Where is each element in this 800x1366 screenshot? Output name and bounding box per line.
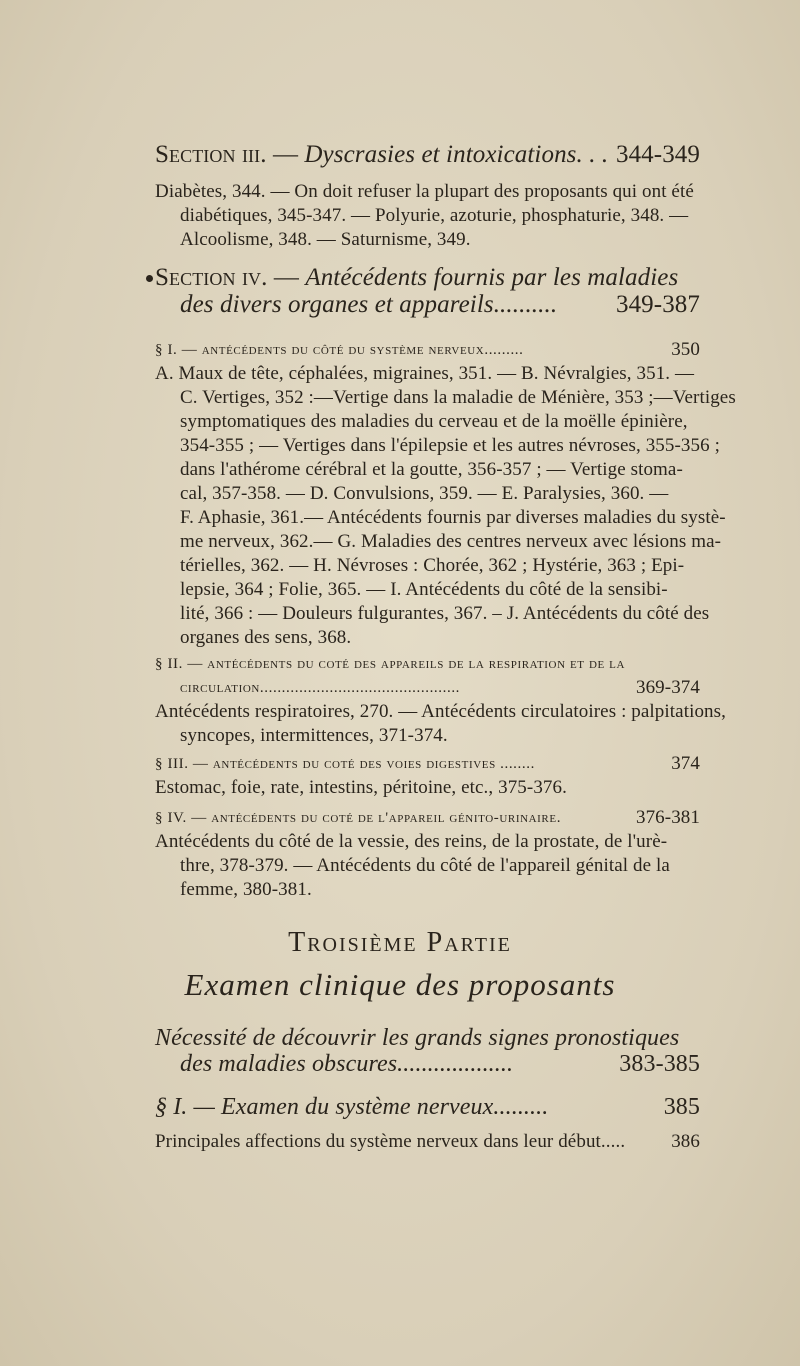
principal-affections-line (155, 1130, 700, 1154)
section-4-pages: 349-387 (615, 291, 700, 318)
part-3-subtitle: Examen clinique des proposants (184, 967, 616, 1002)
part-3-sub-1-heading (155, 1093, 700, 1121)
section-4-heading-line-1 (155, 263, 678, 293)
subsection-2-line-1: Antécédents respiratoires, 270. — Antécédents circulatoires : palpitations, (155, 701, 726, 722)
section-3-heading-line (155, 140, 700, 170)
principal-affections-text: Principales affections du système nerveux dans leur début..... (155, 1131, 626, 1152)
subsection-3-page: 374 (671, 753, 700, 774)
subsection-1-line-7: F. Aphasie, 361.— Antécédents fournis par diverses maladies du systè- (180, 507, 726, 528)
subsection-1-line-9: térielles, 362. — H. Névroses : Chorée, 362 ; Hystérie, 363 ; Epi- (180, 555, 685, 576)
subsection-2-pages: 369-374 (635, 677, 700, 698)
subsection-1-line-10: lepsie, 364 ; Folie, 365. — I. Antécédents du côté de la sensibi- (180, 579, 668, 600)
subsection-1-title: § I. — antécédents du côté du système nerveux......... (155, 342, 524, 358)
section-4-dash: — (273, 264, 299, 291)
subsection-4-line-3: femme, 380-381. (180, 879, 312, 900)
subsection-2-heading-line-2 (180, 676, 700, 700)
subsection-1-line-4: 354-355 ; — Vertiges dans l'épilepsie et les autres névroses, 355-356 ; (180, 435, 720, 456)
necessity-title-cont: des maladies obscures................... (180, 1051, 514, 1077)
section-4-heading-line-2 (180, 290, 700, 320)
subsection-2-title-cont: circulation.............................................. (180, 680, 461, 696)
subsection-1-line-1: A. Maux de tête, céphalées, migraines, 351. — B. Névralgies, 351. — (155, 363, 695, 384)
section-3-title: Dyscrasies et intoxications. . . (304, 141, 609, 168)
necessity-pages: 383-385 (619, 1051, 700, 1077)
section-3-dash: — (272, 141, 299, 168)
subsection-4-pages: 376-381 (635, 807, 700, 828)
necessity-line-2 (180, 1050, 700, 1078)
section-4-title-1: Antécédents fournis par les maladies (305, 264, 679, 291)
subsection-4-title: § IV. — antécédents du coté de l'appareil génito-urinaire. (155, 810, 562, 826)
subsection-3-heading (155, 752, 700, 776)
subsection-1-line-2: C. Vertiges, 352 :—Vertige dans la maladie de Ménière, 353 ;—Vertiges (180, 387, 736, 408)
subsection-4-line-1: Antécédents du côté de la vessie, des reins, de la prostate, de l'urè- (155, 831, 668, 852)
part-3-sub-1-title: § I. — Examen du système nerveux......... (155, 1094, 549, 1120)
section-3-pages: 344-349 (615, 141, 700, 168)
subsection-1-line-3: symptomatiques des maladies du cerveau et de la moëlle épinière, (180, 411, 688, 432)
subsection-2-line-2: syncopes, intermittences, 371-374. (180, 725, 448, 746)
subsection-1-line-6: cal, 357-358. — D. Convulsions, 359. — E. Paralysies, 360. — (180, 483, 669, 504)
principal-affections-page: 386 (671, 1131, 700, 1152)
subsection-2-heading-line-1: § II. — antécédents du coté des appareils de la respiration et de la (155, 656, 626, 672)
subsection-1-line-12: organes des sens, 368. (180, 627, 352, 648)
section-3-text-line-3: Alcoolisme, 348. — Saturnisme, 349. (180, 229, 471, 250)
ink-dot (146, 275, 153, 282)
subsection-3-title: § III. — antécédents du coté des voies digestives ........ (155, 756, 535, 772)
section-4-title-2: des divers organes et appareils.......... (180, 291, 558, 318)
necessity-line-1: Nécessité de découvrir les grands signes pronostiques (155, 1025, 680, 1051)
section-4-label: Section iv. (155, 264, 268, 291)
subsection-4-line-2: thre, 378-379. — Antécédents du côté de l'appareil génital de la (180, 855, 670, 876)
subsection-1-page: 350 (671, 339, 700, 360)
section-3-text-line-1: Diabètes, 344. — On doit refuser la plupart des proposants qui ont été (155, 181, 694, 202)
subsection-1-line-11: lité, 366 : — Douleurs fulgurantes, 367. – J. Antécédents du côté des (180, 603, 710, 624)
subsection-1-line-8: me nerveux, 362.— G. Maladies des centres nerveux avec lésions ma- (180, 531, 722, 552)
part-3-title: Troisième Partie (288, 927, 512, 958)
subsection-4-heading (155, 806, 700, 830)
section-3-label: Section iii. (155, 141, 267, 168)
subsection-1-line-5: dans l'athérome cérébral et la goutte, 356-357 ; — Vertige stoma- (180, 459, 683, 480)
section-3-text-line-2: diabétiques, 345-347. — Polyurie, azoturie, phosphaturie, 348. — (180, 205, 689, 226)
subsection-1-heading (155, 338, 700, 362)
subsection-3-line-1: Estomac, foie, rate, intestins, péritoine, etc., 375-376. (155, 777, 567, 798)
part-3-sub-1-page: 385 (663, 1094, 700, 1120)
